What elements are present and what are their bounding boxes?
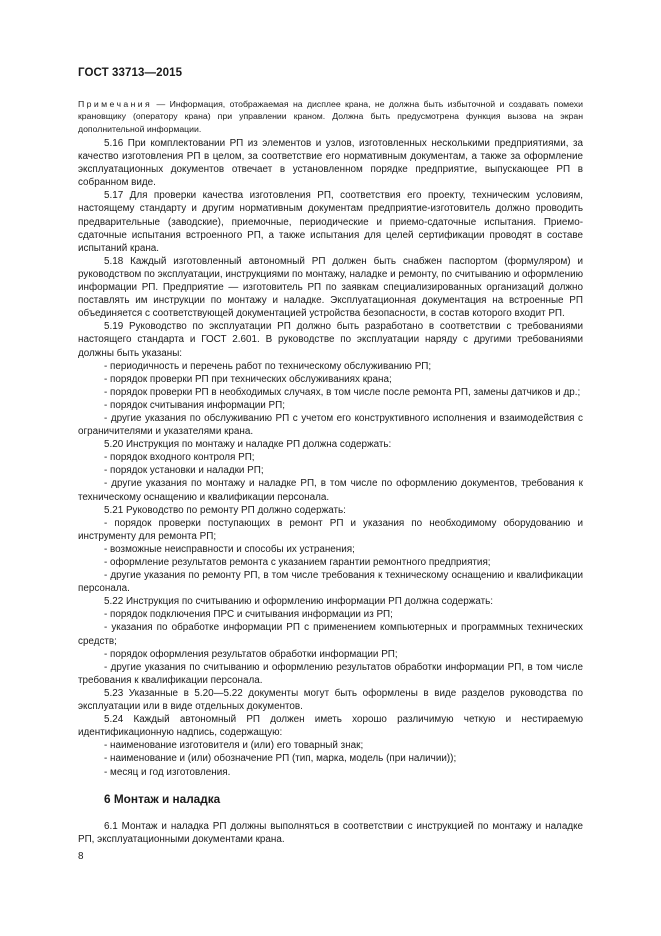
list-item: - порядок установки и наладки РП; (104, 465, 264, 477)
note-label: Примечания (78, 99, 153, 109)
list-item: - порядок проверки РП в необходимых случаях, в том числе после ремонта РП, замены датчиков и др.; (104, 386, 581, 398)
paragraph-5-19: 5.19 Руководство по эксплуатации РП должно быть разработано в соответствии с требованиями настоящего стандарта и ГОСТ 2.601. В руководстве по эксплуатации наряду с другими требованиями должны быть указаны: (78, 321, 583, 359)
list-item: - наименование изготовителя и (или) его товарный знак; (104, 740, 364, 752)
document-body (78, 137, 583, 846)
document-header-title: ГОСТ 33713—2015 (78, 67, 183, 79)
paragraph-5-22: 5.22 Инструкция по считыванию и оформлению информации РП должна содержать: (104, 596, 494, 608)
list-item: - указания по обработке информации РП с применением компьютерных и программных технических средств; (78, 622, 583, 647)
list-item: - порядок оформления результатов обработки информации РП; (104, 648, 398, 660)
list-item: - периодичность и перечень работ по техническому обслуживанию РП; (104, 360, 432, 372)
note-text: — Информация, отображаемая на дисплее крана, не должна быть избыточной и создавать помехи крановщику (оператору крана) при управлении краном. Должна быть предусмотрена функция вызова на экран дополнительной информации. (78, 99, 583, 134)
paragraph-5-16: 5.16 При комплектовании РП из элементов и узлов, изготовленных несколькими предприятиями, за качество изготовления РП в целом, за соответствие его нормативным документам, а также за оформление эксплуатационных документов отвечает в установленном порядке предприятие, выпускающее РП в собранном виде. (78, 138, 583, 189)
list-item: - оформление результатов ремонта с указанием гарантии ремонтного предприятия; (104, 557, 491, 568)
list-item: - порядок проверки РП при технических обслуживаниях крана; (104, 373, 392, 385)
list-item: - другие указания по считыванию и оформлению результатов обработки информации РП, в том числе требования к квалификации персонала. (78, 661, 583, 686)
paragraph-5-24: 5.24 Каждый автономный РП должен иметь хорошо различимую четкую и нестираемую идентификационную надпись, содержащую: (78, 714, 583, 739)
list-item: - другие указания по обслуживанию РП с учетом его конструктивного исполнения и взаимодействия с ограничителями и указателями крана. (78, 412, 583, 438)
list-item: - другие указания по монтажу и наладке РП, в том числе по оформлению документов, требования к техническому оснащению и квалификации персонала. (78, 478, 583, 503)
section-6-heading: 6 Монтаж и наладка (104, 791, 221, 806)
paragraph-5-21: 5.21 Руководство по ремонту РП должно содержать: (104, 504, 346, 516)
list-item: - порядок проверки поступающих в ремонт РП и указания по необходимому оборудованию и инструменту для ремонта РП; (78, 517, 583, 542)
list-item: - порядок считывания информации РП; (104, 399, 285, 411)
paragraph-6-1: 6.1 Монтаж и наладка РП должны выполняться в соответствии с инструкцией по монтажу и наладке РП, эксплуатационными документами крана. (78, 820, 583, 845)
list-item: - месяц и год изготовления. (104, 766, 231, 778)
page-number: 8 (78, 851, 84, 862)
paragraph-5-23: 5.23 Указанные в 5.20—5.22 документы могут быть оформлены в виде разделов руководства по эксплуатации или в виде отдельных документов. (78, 687, 583, 713)
list-item: - порядок подключения ПРС и считывания информации из РП; (104, 609, 393, 621)
note-paragraph (78, 98, 583, 135)
list-item: - наименование и (или) обозначение РП (тип, марка, модель (при наличии)); (104, 753, 457, 765)
list-item: - возможные неисправности и способы их устранения; (104, 543, 355, 555)
paragraph-5-18: 5.18 Каждый изготовленный автономный РП должен быть снабжен паспортом (формуляром) и руководством по эксплуатации, инструкциями по монтажу, наладке и ремонту, по считыванию и оформлению информации РП. Предприятие — изготовитель РП по заявкам специализированных организаций должно поставлять им инструкции по монтажу и наладке. Эксплуатационная документация на встроенные РП объединяется с соответствующей документацией устройства безопасности, в состав которого входит РП. (78, 255, 583, 320)
paragraph-5-20: 5.20 Инструкция по монтажу и наладке РП должна содержать: (104, 439, 392, 451)
paragraph-5-17: 5.17 Для проверки качества изготовления РП, соответствия его проекту, техническим условиям, настоящему стандарту и другим нормативным документам предприятие-изготовитель должно проводить предварительные (заводские), приемочные, периодические и приемо-сдаточные испытания. Приемо-сдаточные испытания встроенного РП, а также испытания для целей сертификации проводят в составе испытаний крана. (78, 190, 583, 254)
list-item: - порядок входного контроля РП; (104, 452, 255, 464)
list-item: - другие указания по ремонту РП, в том числе требования к техническому оснащению и квалификации персонала. (78, 570, 583, 595)
